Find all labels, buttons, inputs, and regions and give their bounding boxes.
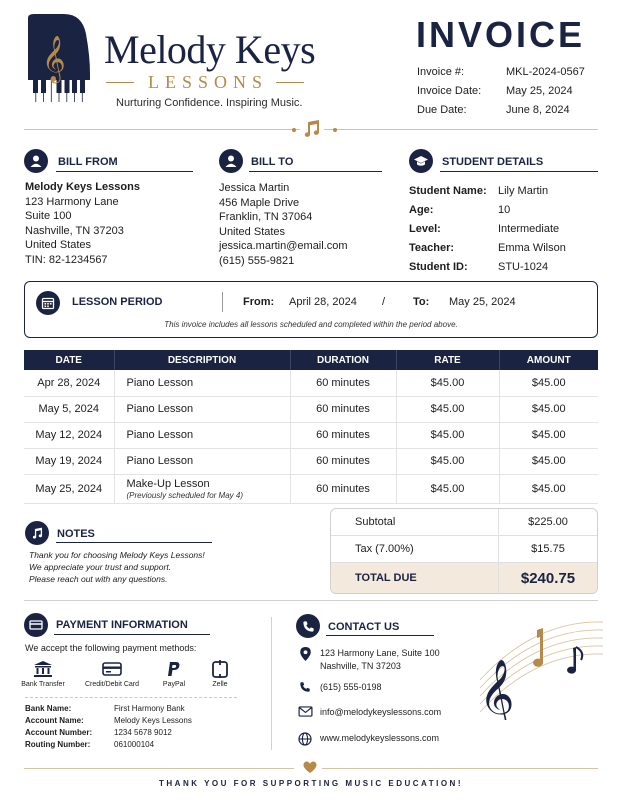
- cell-description: [114, 474, 290, 503]
- bill-to-line: 456 Maple Drive: [219, 196, 300, 209]
- bank-details: [25, 703, 192, 751]
- footer-rule: [24, 768, 294, 769]
- line-items-table: [24, 350, 598, 504]
- invoice-meta: [417, 62, 585, 119]
- payment-method-label: PayPal: [162, 681, 186, 688]
- invoice-title: INVOICE: [416, 14, 586, 55]
- student-value: Lily Martin: [498, 184, 549, 197]
- bill-from-tin: TIN: 82-1234567: [25, 253, 108, 266]
- bill-to-line: United States: [219, 225, 286, 238]
- cell-date: May 12, 2024: [24, 422, 114, 448]
- payment-info-title: PAYMENT INFORMATION: [56, 619, 188, 631]
- table-row: [24, 370, 598, 396]
- vertical-divider: [271, 617, 272, 750]
- cell-amount: $45.00: [499, 474, 598, 503]
- notes-line: Please reach out with any questions.: [29, 574, 168, 584]
- contact-address-line: Nashville, TN 37203: [320, 661, 401, 671]
- cell-duration: 60 minutes: [290, 448, 396, 474]
- bill-to-phone: (615) 555-9821: [219, 254, 295, 267]
- cell-date: Apr 28, 2024: [24, 370, 114, 396]
- notes-line: We appreciate your trust and support.: [29, 562, 172, 572]
- cell-rate: $45.00: [396, 422, 499, 448]
- student-label: Level:: [409, 222, 441, 235]
- period-to: May 25, 2024: [449, 296, 516, 308]
- totals-box: [330, 508, 598, 594]
- notes-line: Thank you for choosing Melody Keys Lessons!: [29, 550, 205, 560]
- due-date-label: Due Date:: [417, 103, 467, 116]
- payment-info-rule: [54, 634, 210, 635]
- bank-icon: [3, 658, 83, 680]
- bill-from-title: BILL FROM: [58, 156, 118, 168]
- tax-label: Tax (7.00%): [331, 536, 499, 562]
- table-row: [24, 474, 598, 503]
- total-due-row: [331, 563, 597, 593]
- payment-divider: [25, 697, 237, 698]
- cell-rate: $45.00: [396, 396, 499, 422]
- bill-from-line: Nashville, TN 37203: [25, 224, 124, 237]
- table-row: [24, 396, 598, 422]
- bill-from-rule: [56, 171, 193, 172]
- subtotal-row: [331, 509, 597, 536]
- table-row: [24, 448, 598, 474]
- student-label: Student Name:: [409, 184, 487, 197]
- bill-from-line: United States: [25, 239, 92, 252]
- student-details-block: [409, 181, 566, 276]
- bank-value: 061000104: [114, 740, 155, 749]
- music-note-icon: [25, 521, 49, 545]
- invoice-number-label: Invoice #:: [417, 65, 465, 78]
- period-note: This invoice includes all lessons scheduled and completed within the period above.: [164, 320, 458, 329]
- brand-subtitle: [106, 72, 304, 92]
- cell-description: Piano Lesson: [114, 448, 290, 474]
- due-date: June 8, 2024: [506, 103, 570, 116]
- total-due-label: TOTAL DUE: [331, 563, 499, 593]
- bill-to-title: BILL TO: [251, 156, 294, 168]
- bank-value: 1234 5678 9012: [114, 728, 172, 737]
- col-header-description: DESCRIPTION: [114, 350, 290, 370]
- notes-text: [29, 549, 205, 585]
- svg-text:𝄞: 𝄞: [479, 659, 515, 720]
- brand-subtitle-text: LESSONS: [147, 71, 269, 92]
- bank-value: First Harmony Bank: [114, 704, 185, 713]
- period-separator: /: [382, 296, 386, 308]
- payment-method-label: Zelle: [212, 681, 228, 688]
- zelle-icon: [180, 658, 260, 680]
- period-divider: [222, 292, 223, 312]
- graduation-cap-icon: [409, 149, 433, 173]
- payment-method-label: Credit/Debit Card: [84, 681, 140, 688]
- bill-to-block: [219, 181, 348, 269]
- student-value: 10: [498, 203, 511, 216]
- tax-value: $15.75: [531, 543, 565, 555]
- payment-method-label: Bank Transfer: [21, 681, 65, 688]
- period-from: April 28, 2024: [289, 296, 357, 308]
- music-note-icon: [300, 117, 324, 141]
- student-value: STU-1024: [498, 260, 549, 273]
- piano-logo-icon: [24, 14, 94, 104]
- contact-title: CONTACT US: [328, 621, 400, 633]
- table-header-row: [24, 350, 598, 370]
- col-header-date: DATE: [24, 350, 114, 370]
- bill-to-name: Jessica Martin: [219, 182, 290, 194]
- payment-intro: We accept the following payment methods:: [25, 643, 197, 653]
- music-staff-decoration: [475, 610, 605, 720]
- notes-rule: [56, 542, 212, 543]
- invoice-date-label: Invoice Date:: [417, 84, 482, 97]
- invoice-date: May 25, 2024: [506, 84, 573, 97]
- footer-message: THANK YOU FOR SUPPORTING MUSIC EDUCATION!: [159, 779, 463, 788]
- subtotal-label: Subtotal: [331, 509, 499, 535]
- cell-description: Piano Lesson: [114, 422, 290, 448]
- bill-to-rule: [249, 171, 382, 172]
- cell-description-text: Make-Up Lesson: [126, 477, 210, 490]
- tax-row: [331, 536, 597, 563]
- cell-date: May 5, 2024: [24, 396, 114, 422]
- subtotal-value: $225.00: [528, 516, 568, 528]
- phone-icon: [296, 614, 320, 638]
- cell-duration: 60 minutes: [290, 396, 396, 422]
- bill-from-name: Melody Keys Lessons: [25, 181, 140, 193]
- lesson-period-box: [24, 281, 598, 338]
- section-divider: [24, 600, 598, 601]
- cell-duration: 60 minutes: [290, 370, 396, 396]
- cell-amount: $45.00: [499, 422, 598, 448]
- brand-tagline: Nurturing Confidence. Inspiring Music.: [116, 97, 303, 109]
- cell-rate: $45.00: [396, 448, 499, 474]
- table-row: [24, 422, 598, 448]
- cell-date: May 19, 2024: [24, 448, 114, 474]
- bank-label: Account Name:: [25, 716, 84, 725]
- phone-icon: [297, 681, 313, 693]
- col-header-rate: RATE: [396, 350, 499, 370]
- student-value: Emma Wilson: [498, 241, 566, 254]
- contact-rule: [326, 635, 434, 636]
- bank-label: Account Number:: [25, 728, 93, 737]
- period-to-label: To:: [413, 296, 430, 308]
- cell-duration: 60 minutes: [290, 474, 396, 503]
- heart-icon: [303, 761, 317, 779]
- divider-dot: [333, 128, 337, 132]
- cell-amount: $45.00: [499, 396, 598, 422]
- contact-website[interactable]: [297, 732, 439, 746]
- calendar-icon: [36, 291, 60, 315]
- footer-rule: [322, 768, 598, 769]
- cell-description: Piano Lesson: [114, 370, 290, 396]
- person-icon: [219, 149, 243, 173]
- student-details-title: STUDENT DETAILS: [442, 156, 544, 168]
- notes-title: NOTES: [57, 528, 95, 540]
- contact-phone: [297, 681, 382, 694]
- payment-method-zelle: [180, 658, 260, 688]
- cell-description: Piano Lesson: [114, 396, 290, 422]
- bank-label: Routing Number:: [25, 740, 91, 749]
- person-icon: [24, 149, 48, 173]
- contact-website-link[interactable]: www.melodykeyslessons.com: [320, 733, 440, 743]
- bill-from-block: [25, 180, 140, 268]
- bank-label: Bank Name:: [25, 704, 72, 713]
- contact-email[interactable]: [297, 706, 441, 719]
- student-label: Age:: [409, 203, 434, 216]
- invoice-number: MKL-2024-0567: [506, 65, 585, 78]
- brand-name: Melody Keys: [104, 27, 316, 72]
- contact-address: [297, 647, 440, 673]
- bill-to-line: Franklin, TN 37064: [219, 211, 313, 224]
- cell-rate: $45.00: [396, 474, 499, 503]
- period-from-label: From:: [243, 296, 275, 308]
- total-due-value: $240.75: [520, 569, 576, 587]
- globe-icon: [297, 732, 313, 746]
- payment-method-bank: [3, 658, 83, 688]
- cell-description-note: (Previously scheduled for May 4): [126, 490, 243, 500]
- svg-text:𝄞: 𝄞: [42, 36, 66, 82]
- location-pin-icon: [297, 647, 313, 661]
- contact-address-line: 123 Harmony Lane, Suite 100: [320, 648, 440, 658]
- envelope-icon: [297, 706, 313, 717]
- contact-email-link[interactable]: info@melodykeyslessons.com: [320, 707, 442, 717]
- col-header-amount: AMOUNT: [499, 350, 598, 370]
- credit-card-icon: [24, 613, 48, 637]
- bank-value: Melody Keys Lessons: [114, 716, 192, 725]
- col-header-duration: DURATION: [290, 350, 396, 370]
- cell-rate: $45.00: [396, 370, 499, 396]
- bill-from-line: 123 Harmony Lane: [25, 195, 119, 208]
- student-label: Student ID:: [409, 260, 468, 273]
- cell-duration: 60 minutes: [290, 422, 396, 448]
- divider-dot: [292, 128, 296, 132]
- student-value: Intermediate: [498, 222, 560, 235]
- cell-amount: $45.00: [499, 370, 598, 396]
- student-details-rule: [440, 171, 598, 172]
- cell-amount: $45.00: [499, 448, 598, 474]
- bill-to-email: jessica.martin@email.com: [219, 240, 348, 253]
- cell-date: May 25, 2024: [24, 474, 114, 503]
- student-label: Teacher:: [409, 241, 455, 254]
- lesson-period-title: LESSON PERIOD: [72, 296, 163, 308]
- contact-phone-value: (615) 555-0198: [320, 682, 382, 692]
- bill-from-line: Suite 100: [25, 210, 72, 223]
